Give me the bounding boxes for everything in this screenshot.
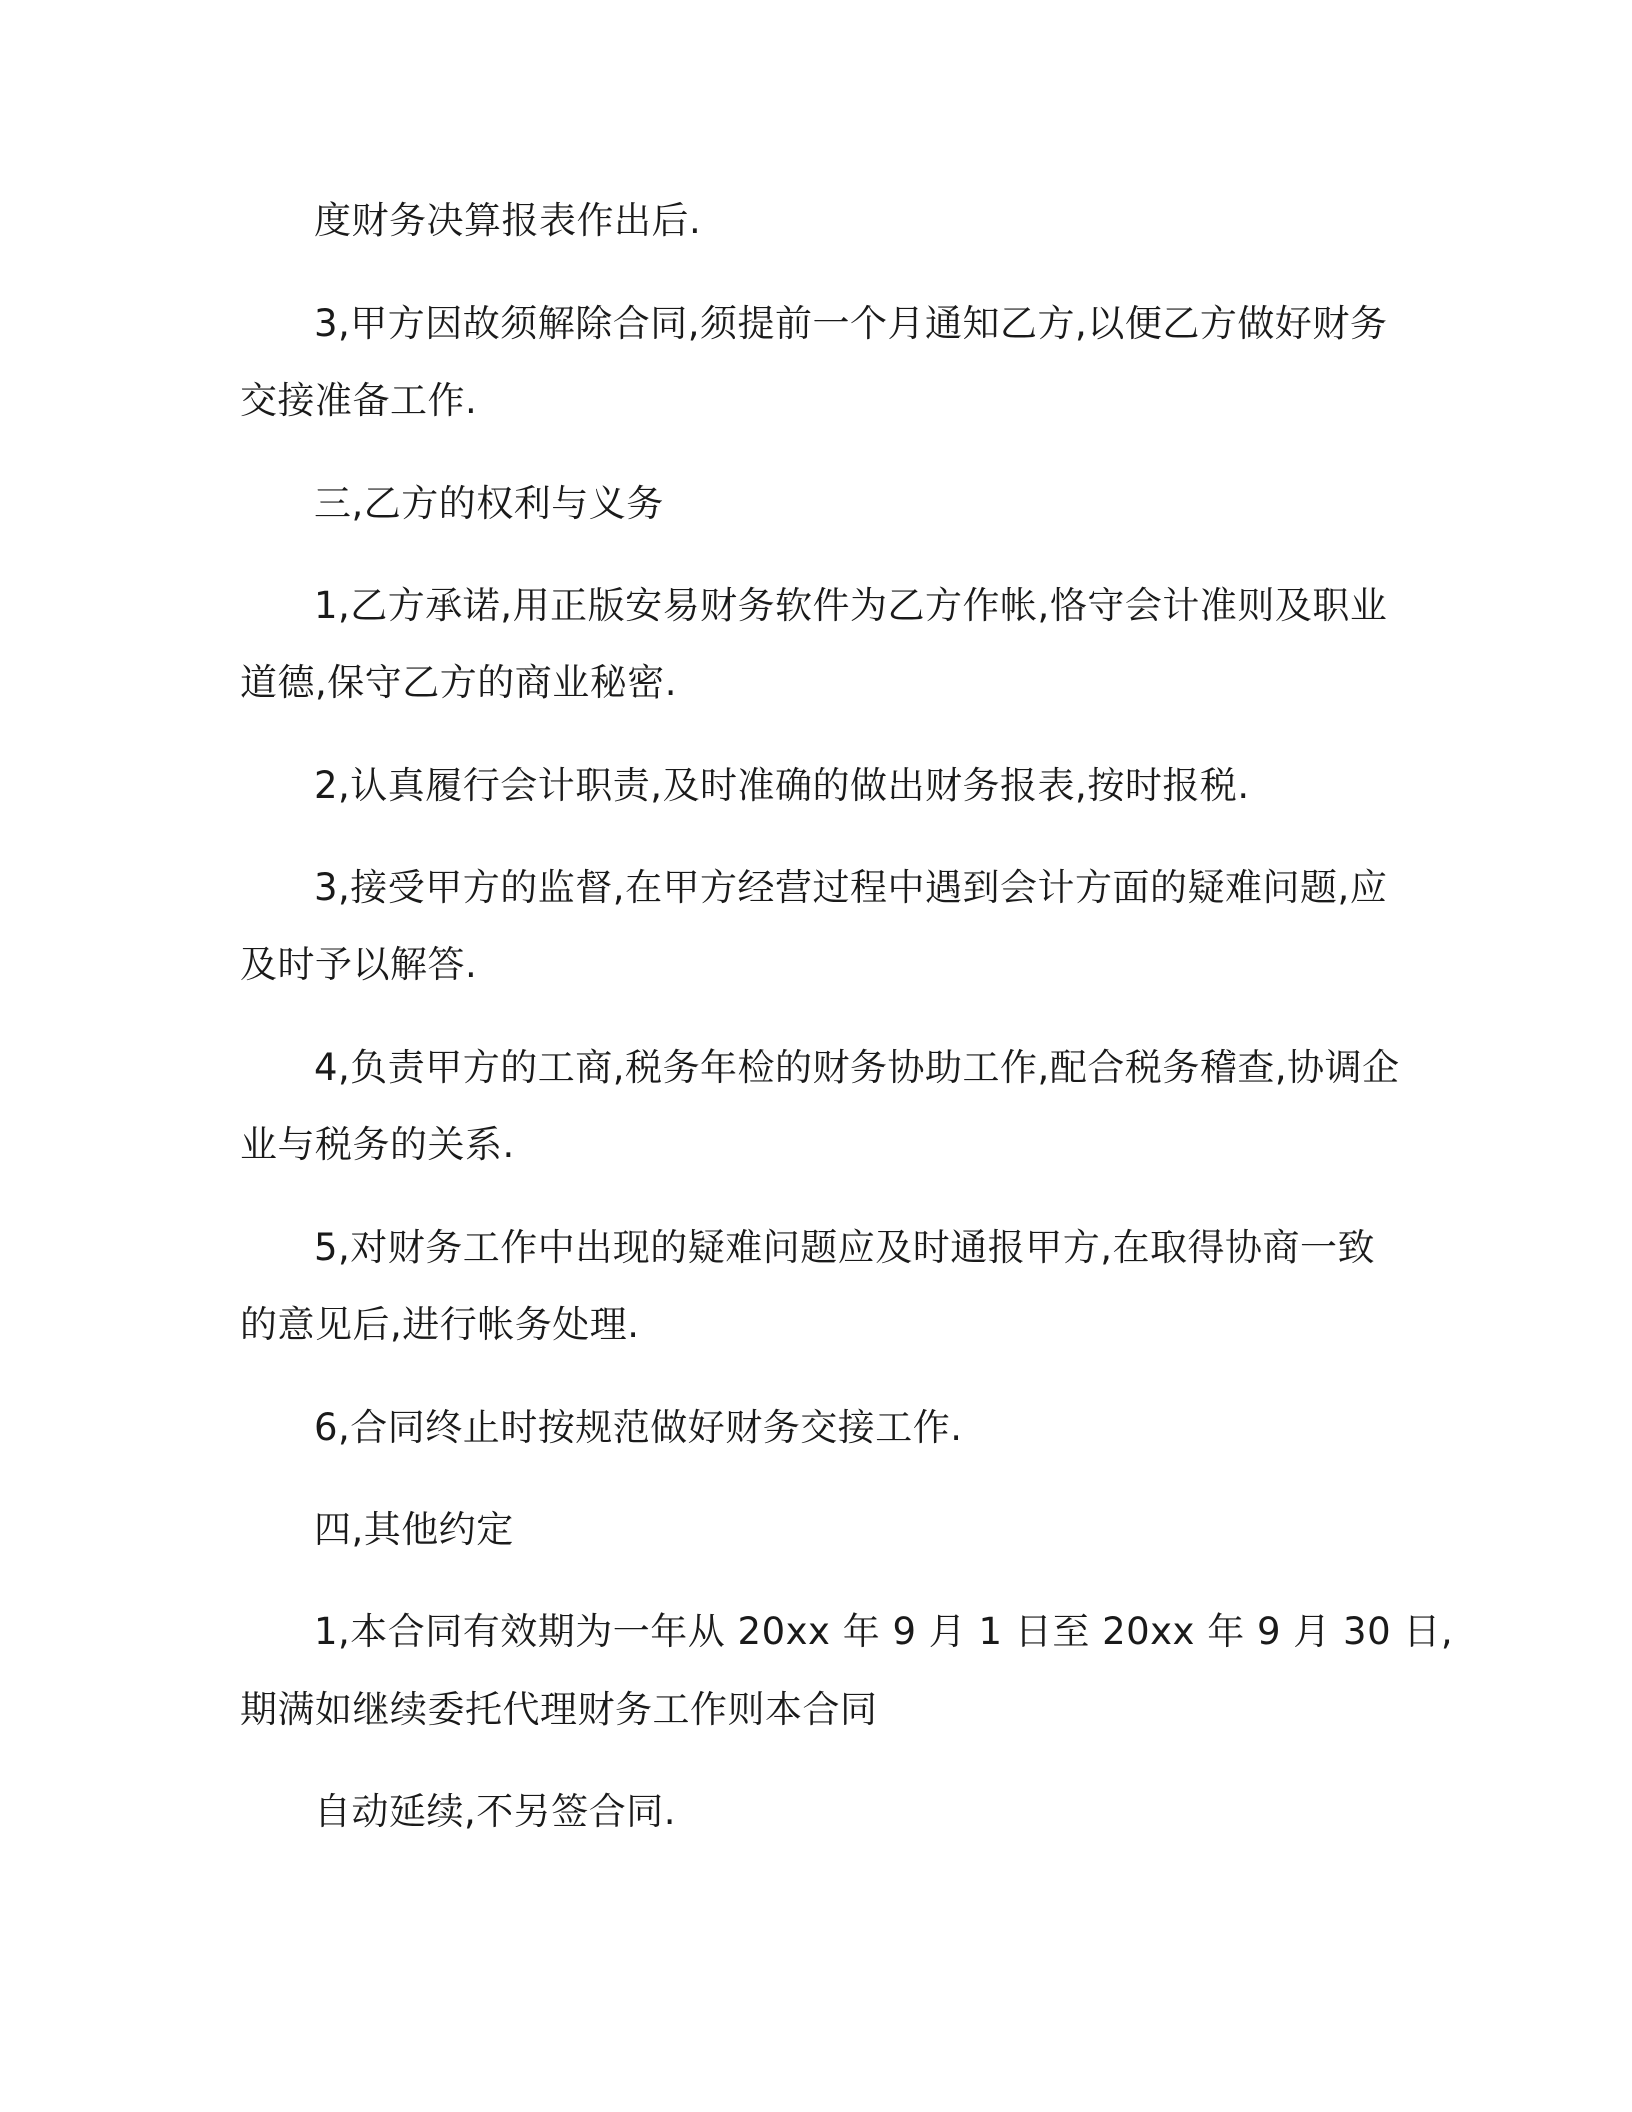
text-line-8: 3,接受甲方的监督,在甲方经营过程中遇到会计方面的疑难问题,应 xyxy=(314,866,1388,909)
text-line-3: 交接准备工作. xyxy=(240,379,478,422)
text-line-9: 及时予以解答. xyxy=(240,943,478,986)
text-line-1: 度财务决算报表作出后. xyxy=(314,199,702,242)
section-heading-3: 三,乙方的权利与义务 xyxy=(314,482,664,525)
text-line-18: 自动延续,不另签合同. xyxy=(314,1790,677,1833)
text-line-7: 2,认真履行会计职责,及时准确的做出财务报表,按时报税. xyxy=(314,764,1250,807)
text-line-14: 6,合同终止时按规范做好财务交接工作. xyxy=(314,1406,963,1449)
text-line-16: 1,本合同有效期为一年从 20xx 年 9 月 1 日至 20xx 年 9 月 30 日, xyxy=(314,1610,1454,1653)
text-line-17: 期满如继续委托代理财务工作则本合同 xyxy=(240,1688,878,1731)
text-line-11: 业与税务的关系. xyxy=(240,1123,515,1166)
text-line-13: 的意见后,进行帐务处理. xyxy=(240,1303,640,1346)
section-heading-4: 四,其他约定 xyxy=(314,1508,514,1551)
text-line-12: 5,对财务工作中出现的疑难问题应及时通报甲方,在取得协商一致 xyxy=(314,1226,1376,1269)
text-line-2: 3,甲方因故须解除合同,须提前一个月通知乙方,以便乙方做好财务 xyxy=(314,302,1388,345)
text-line-6: 道德,保守乙方的商业秘密. xyxy=(240,661,678,704)
text-line-5: 1,乙方承诺,用正版安易财务软件为乙方作帐,恪守会计准则及职业 xyxy=(314,584,1388,627)
text-line-10: 4,负责甲方的工商,税务年检的财务协助工作,配合税务稽查,协调企 xyxy=(314,1046,1400,1089)
